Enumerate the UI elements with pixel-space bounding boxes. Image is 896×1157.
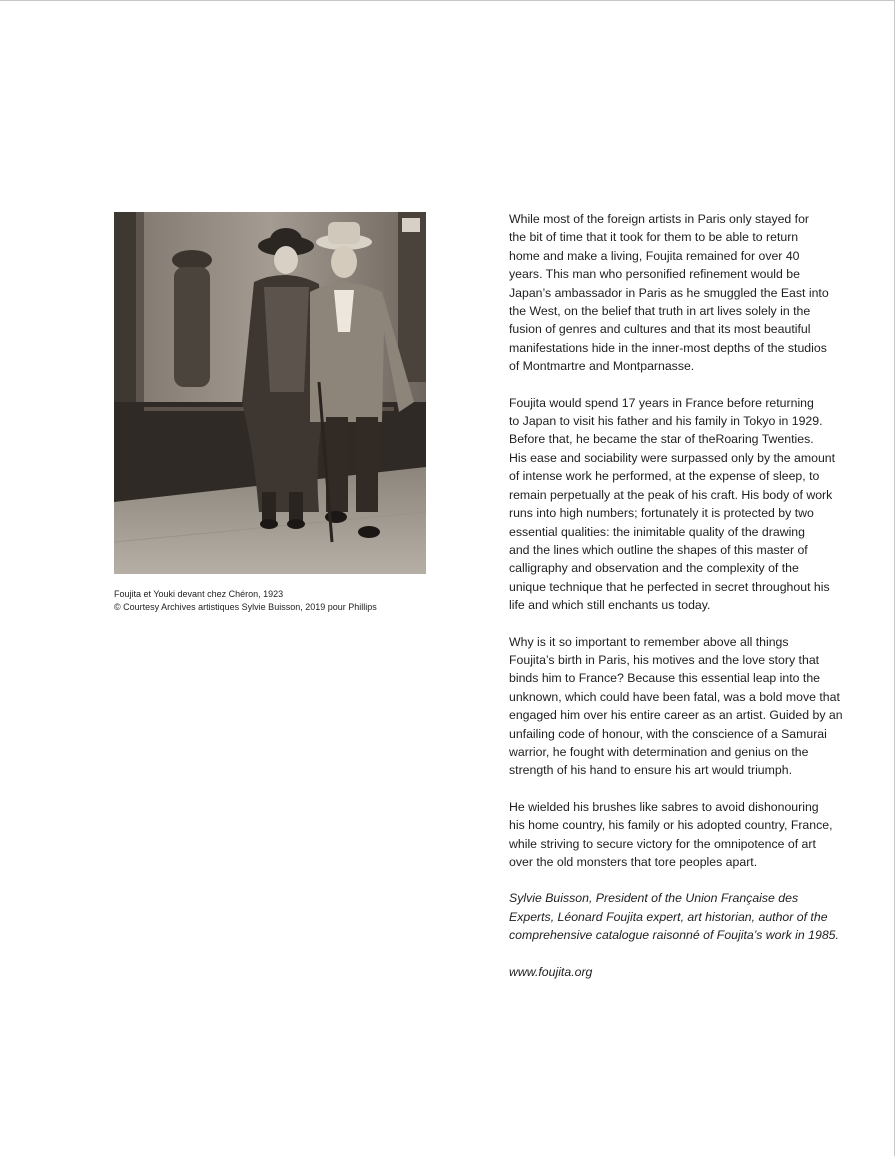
article-paragraph: He wielded his brushes like sabres to avoid dishonouring his home country, his family or his adopted country, France, while striving to secure victory for the omnipotence of art over the old monsters that tore peoples apart.: [509, 799, 833, 869]
article-body: [509, 210, 859, 981]
photo-caption: [114, 588, 434, 614]
article-paragraph: Foujita would spend 17 years in France before returning to Japan to visit his father and his family in Tokyo in 1929. Before that, he became the star of theRoaring Twenties. His ease and sociability were surpassed only by the amount of intense work he performed, at the expense of sleep, to remain perpetually at the peak of his craft. His body of work runs into high numbers; fortunately it is protected by two essential qualities: the inimitable quality of the drawing and the lines which outline the shapes of this master of calligraphy and observation and the complexity of the unique technique that he perfected in secret throughout his life and which still enchants us today.: [509, 395, 836, 613]
article-paragraph: While most of the foreign artists in Paris only stayed for the bit of time that it took for them to be able to return home and make a living, Foujita remained for over 40 years. This man who personified refinement would be Japan’s ambassador in Paris as he smuggled the East into the West, on the belief that truth in art lives solely in the fusion of genres and cultures and that its most beautiful manifestations hide in the inner-most depths of the studios of Montmartre and Montparnasse.: [509, 212, 829, 374]
article-paragraph: Why is it so important to remember above all things Foujita’s birth in Paris, his motives and the love story that binds him to France? Because this essential leap into the unknown, which could have been fatal, was a bold move that engaged him over his entire career as an artist. Guided by an unfailing code of honour, with the conscience of a Samurai warrior, he fought with determination and genius on the strength of his hand to ensure his art would triumph.: [509, 634, 843, 778]
caption-credit: © Courtesy Archives artistiques Sylvie Buisson, 2019 pour Phillips: [114, 602, 377, 612]
caption-title: Foujita et Youki devant chez Chéron, 1923: [114, 589, 284, 599]
website-link[interactable]: www.foujita.org: [509, 964, 593, 979]
historic-photo: [114, 212, 426, 574]
author-signature: Sylvie Buisson, President of the Union Française des Experts, Léonard Foujita expert, art historian, author of the comprehensive catalogue raisonné of Foujita’s work in 1985.: [509, 891, 839, 943]
